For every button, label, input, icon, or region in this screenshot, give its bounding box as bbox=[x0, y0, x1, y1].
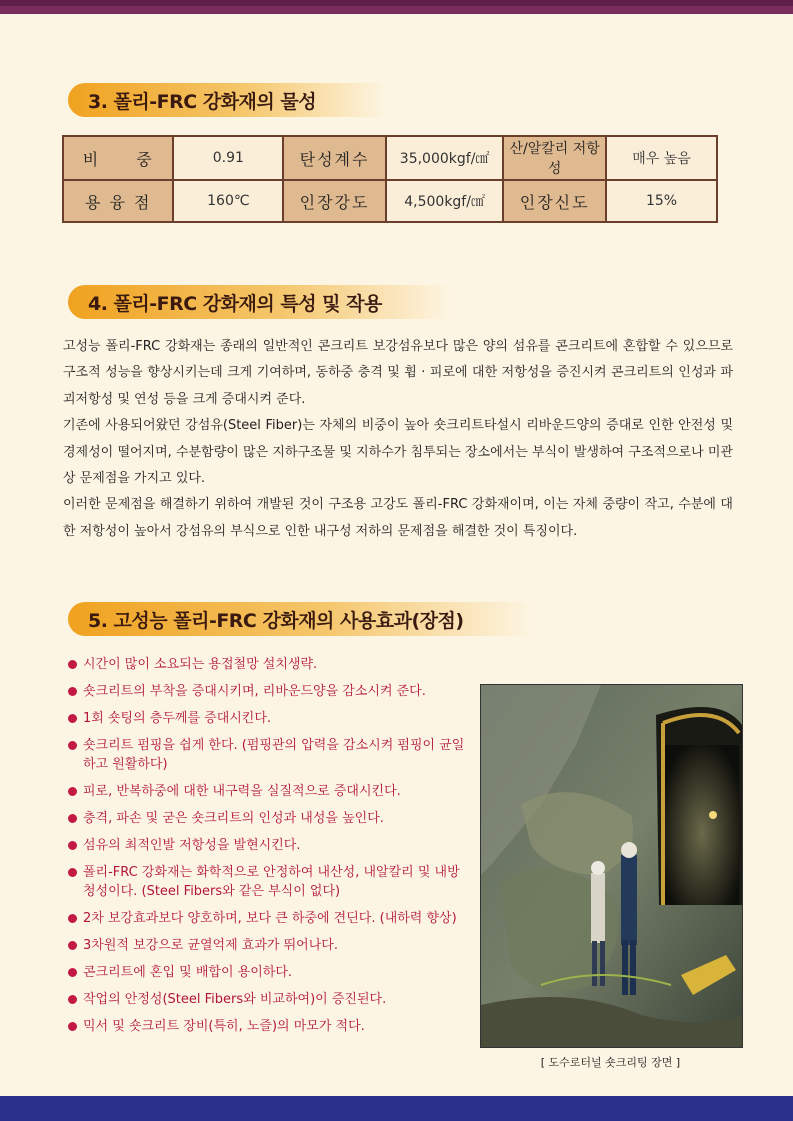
list-item: 숏크리트의 부착을 증대시키며, 리바운드양을 감소시켜 준다. bbox=[67, 682, 467, 701]
effects-list bbox=[67, 655, 467, 1044]
list-item: 작업의 안정성(Steel Fibers와 비교하여)이 증진된다. bbox=[67, 990, 467, 1009]
list-item: 피로, 반복하중에 대한 내구력을 실질적으로 증대시킨다. bbox=[67, 782, 467, 801]
bullet-icon bbox=[68, 995, 77, 1004]
table-row bbox=[63, 136, 717, 180]
table-key-cell: 인장신도 bbox=[503, 180, 606, 222]
table-key-cell: 인장강도 bbox=[283, 180, 386, 222]
section5-heading bbox=[68, 602, 534, 636]
table-value-cell: 160℃ bbox=[173, 180, 283, 222]
list-item: 시간이 많이 소요되는 용접철망 설치생략. bbox=[67, 655, 467, 674]
bullet-icon bbox=[68, 714, 77, 723]
section5-title: 5. 고성능 폴리-FRC 강화재의 사용효과(장점) bbox=[88, 609, 464, 632]
bullet-icon bbox=[68, 687, 77, 696]
table-value-cell: 4,500kgf/㎠ bbox=[386, 180, 503, 222]
section3-title: 3. 폴리-FRC 강화재의 물성 bbox=[88, 90, 317, 113]
photo-caption: [ 도수로터널 숏크리팅 장면 ] bbox=[540, 1056, 681, 1069]
table-value-cell: 15% bbox=[606, 180, 717, 222]
section4-title: 4. 폴리-FRC 강화재의 특성 및 작용 bbox=[88, 292, 382, 315]
bullet-icon bbox=[68, 841, 77, 850]
list-item: 충격, 파손 및 굳은 숏크리트의 인성과 내성을 높인다. bbox=[67, 809, 467, 828]
section3-heading bbox=[68, 83, 386, 117]
bullet-icon bbox=[68, 968, 77, 977]
list-item: 3차원적 보강으로 균열억제 효과가 뛰어나다. bbox=[67, 936, 467, 955]
bullet-icon bbox=[68, 660, 77, 669]
bullet-icon bbox=[68, 914, 77, 923]
bullet-icon bbox=[68, 868, 77, 877]
table-key-cell: 용 융 점 bbox=[63, 180, 173, 222]
table-value-cell: 매우 높음 bbox=[606, 136, 717, 180]
top-color-band bbox=[0, 0, 793, 14]
table-value-cell: 0.91 bbox=[173, 136, 283, 180]
paragraph: 이러한 문제점을 해결하기 위하여 개발된 것이 구조용 고강도 폴리-FRC 강화재이며, 이는 자체 중량이 작고, 수분에 대한 저항성이 높아서 강섬유의 부식으로 인한 내구성 저하의 문제점을 해결한 것이 특징이다. bbox=[63, 497, 733, 539]
list-item: 믹서 및 숏크리트 장비(특히, 노즐)의 마모가 적다. bbox=[67, 1017, 467, 1036]
list-item: 폴리-FRC 강화재는 화학적으로 안정하여 내산성, 내알칼리 및 내방청성이다. (Steel Fibers와 같은 부식이 없다) bbox=[67, 863, 467, 901]
table-key-cell: 비 중 bbox=[63, 136, 173, 180]
paragraph: 기존에 사용되어왔던 강섬유(Steel Fiber)는 자체의 비중이 높아 숏크리트타설시 리바운드양의 증대로 인한 안전성 및 경제성이 떨어지며, 수분함량이 많은 지하구조물 및 지하수가 침투되는 장소에서는 부식이 발생하여 구조적으로나 미관상 문제점을 가지고 있다. bbox=[63, 418, 733, 487]
list-item: 콘크리트에 혼입 및 배합이 용이하다. bbox=[67, 963, 467, 982]
table-key-cell: 산/알칼리 저항성 bbox=[503, 136, 606, 180]
bullet-icon bbox=[68, 741, 77, 750]
table-key-cell: 탄성계수 bbox=[283, 136, 386, 180]
section4-heading bbox=[68, 285, 452, 319]
tunnel-shotcrete-photo bbox=[480, 684, 743, 1048]
table-value-cell: 35,000kgf/㎠ bbox=[386, 136, 503, 180]
paragraph: 고성능 폴리-FRC 강화재는 종래의 일반적인 콘크리트 보강섬유보다 많은 양의 섬유를 콘크리트에 혼합할 수 있으므로 구조적 성능을 향상시키는데 크게 기여하며, 동하중 충격 및 휨 · 피로에 대한 저항성을 증진시켜 콘크리트의 인성과 파괴저항성 및 연성 등을 크게 증대시켜 준다. bbox=[63, 339, 733, 407]
bullet-icon bbox=[68, 941, 77, 950]
bullet-icon bbox=[68, 1022, 77, 1031]
bottom-color-band bbox=[0, 1096, 793, 1121]
properties-table bbox=[62, 135, 718, 223]
list-item: 1회 숏팅의 층두께를 증대시킨다. bbox=[67, 709, 467, 728]
list-item: 섬유의 최적인발 저항성을 발현시킨다. bbox=[67, 836, 467, 855]
bullet-icon bbox=[68, 814, 77, 823]
bullet-icon bbox=[68, 787, 77, 796]
list-item: 2차 보강효과보다 양호하며, 보다 큰 하중에 견딘다. (내하력 향상) bbox=[67, 909, 467, 928]
list-item: 숏크리트 펌핑을 쉽게 한다. (펌핑관의 압력을 감소시켜 펌핑이 균일하고 원활하다) bbox=[67, 736, 467, 774]
section4-body bbox=[63, 334, 733, 545]
table-row bbox=[63, 180, 717, 222]
